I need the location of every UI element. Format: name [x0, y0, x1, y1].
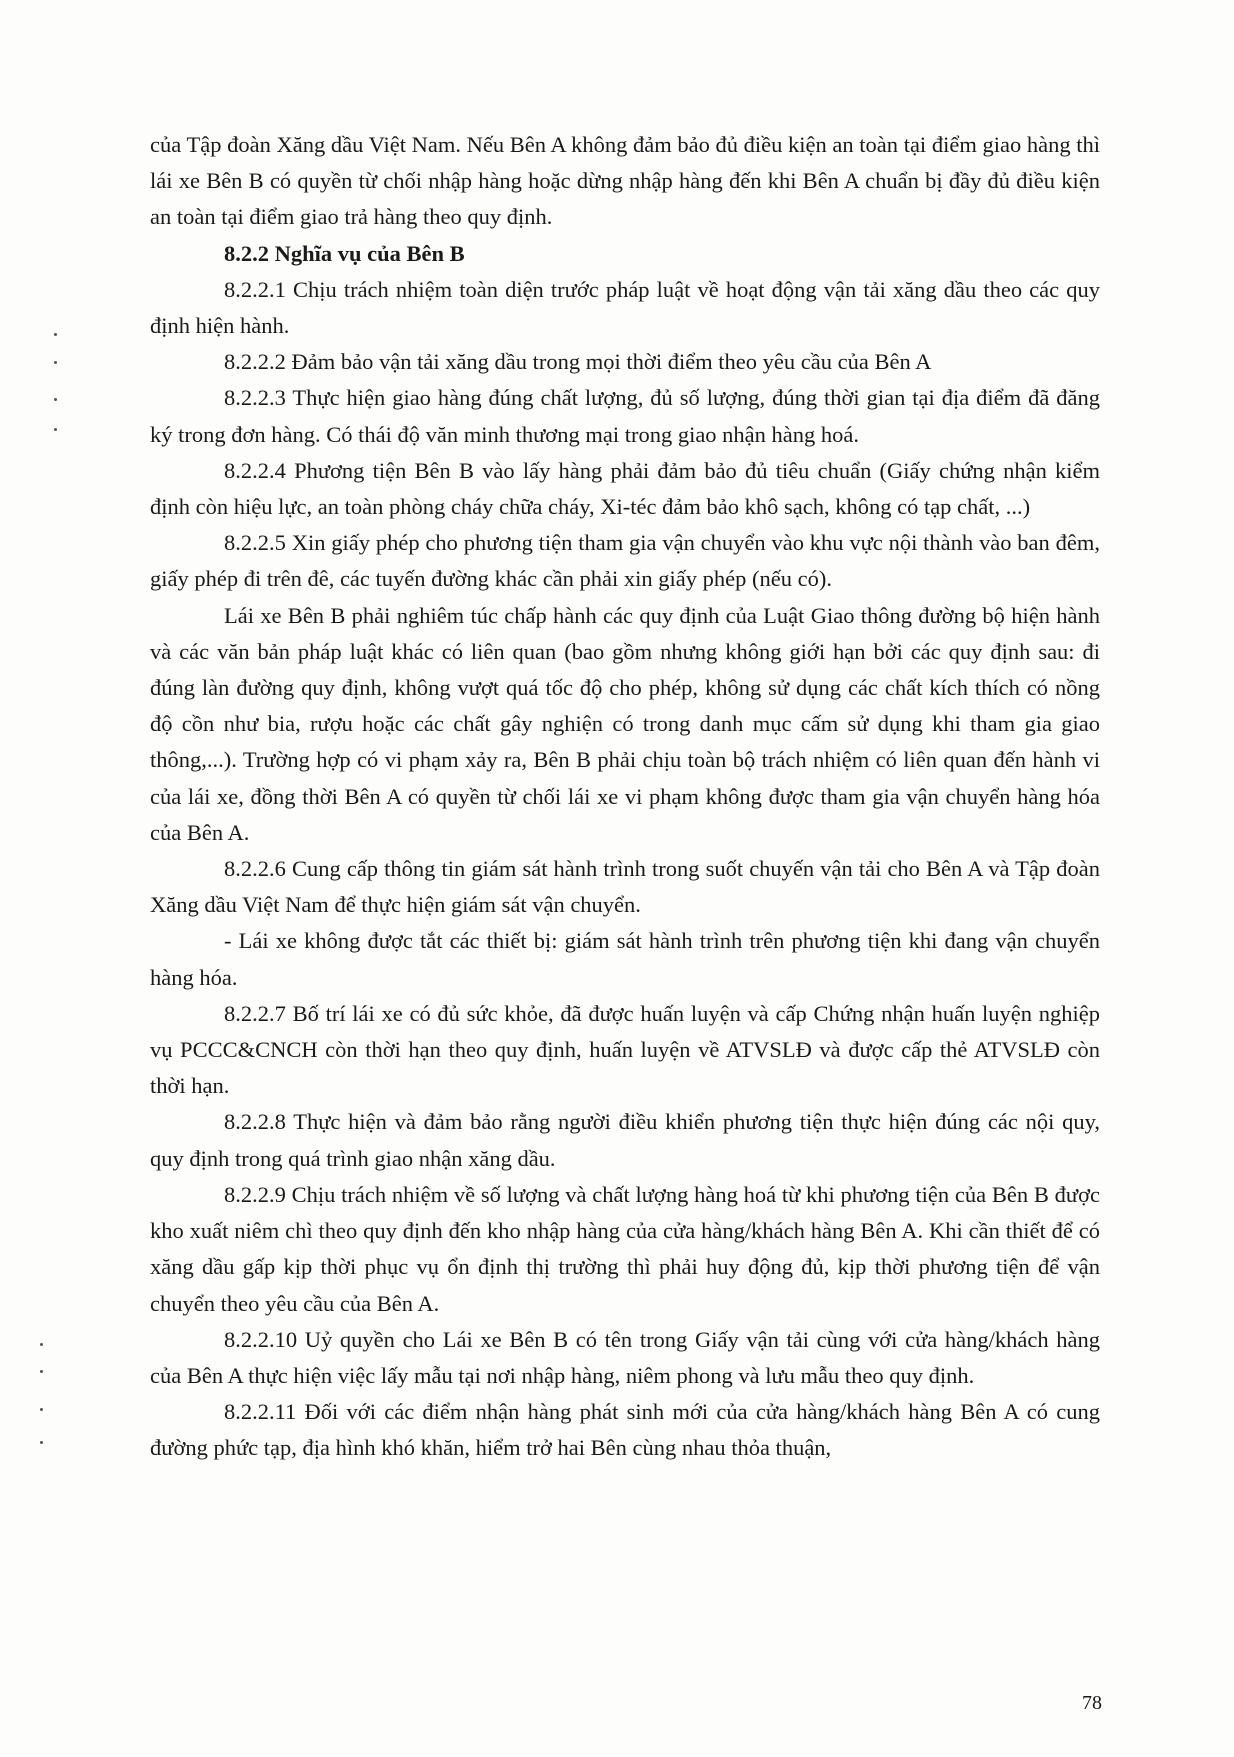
paragraph-8-2-2-8: 8.2.2.8 Thực hiện và đảm bảo rằng người điều khiển phương tiện thực hiện đúng các nội quy, quy định trong quá trình giao nhận xăng dầu.: [150, 1109, 1100, 1171]
paragraph-driver-rules: Lái xe Bên B phải nghiêm túc chấp hành các quy định của Luật Giao thông đường bộ hiện hành và các văn bản pháp luật khác có liên quan (bao gồm nhưng không giới hạn bởi các quy định sau: đi đúng làn đường quy định, không vượt quá tốc độ cho phép, không sử dụng các chất kích thích có nồng độ cồn như bia, rượu hoặc các chất gây nghiện có trong danh mục cấm sử dụng khi tham gia giao thông,...). Trường hợp có vi phạm xảy ra, Bên B phải chịu toàn bộ trách nhiệm có liên quan đến hành vi của lái xe, đồng thời Bên A có quyền từ chối lái xe vi phạm không được tham gia vận chuyển hàng hóa của Bên A.: [150, 602, 1100, 845]
section-heading-8-2-2: 8.2.2 Nghĩa vụ của Bên B: [224, 240, 465, 266]
page-number: 78: [1082, 1692, 1102, 1714]
paragraph-8-2-2-2: 8.2.2.2 Đảm bảo vận tải xăng dầu trong mọi thời điểm theo yêu cầu của Bên A: [224, 349, 932, 375]
scan-dot: [54, 428, 57, 431]
paragraph-8-2-2-5: 8.2.2.5 Xin giấy phép cho phương tiện tham gia vận chuyển vào khu vực nội thành vào ban đêm, giấy phép đi trên đê, các tuyến đường khác cần phải xin giấy phép (nếu có).: [150, 530, 1100, 592]
paragraph-tracking-devices: - Lái xe không được tắt các thiết bị: giám sát hành trình trên phương tiện khi đang vận chuyển hàng hóa.: [150, 928, 1100, 990]
paragraph-8-2-2-4: 8.2.2.4 Phương tiện Bên B vào lấy hàng phải đảm bảo đủ tiêu chuẩn (Giấy chứng nhận kiểm định còn hiệu lực, an toàn phòng cháy chữa cháy, Xi-téc đảm bảo khô sạch, không có tạp chất, ...): [150, 457, 1100, 520]
paragraph-8-2-2-1: 8.2.2.1 Chịu trách nhiệm toàn diện trước pháp luật về hoạt động vận tải xăng dầu theo các quy định hiện hành.: [150, 276, 1100, 339]
paragraph-8-2-2-3: 8.2.2.3 Thực hiện giao hàng đúng chất lượng, đủ số lượng, đúng thời gian tại địa điểm đã đăng ký trong đơn hàng. Có thái độ văn minh thương mại trong giao nhận hàng hoá.: [150, 385, 1100, 447]
paragraph-intro: của Tập đoàn Xăng dầu Việt Nam. Nếu Bên A không đảm bảo đủ điều kiện an toàn tại điểm giao hàng thì lái xe Bên B có quyền từ chối nhập hàng hoặc dừng nhập hàng đến khi Bên A chuẩn bị đầy đủ điều kiện an toàn tại điểm giao trả hàng theo quy định.: [150, 132, 1100, 230]
scan-dot: [40, 1370, 43, 1373]
scan-dot: [40, 1343, 43, 1346]
document-body: [150, 127, 1100, 1467]
scan-dot: [40, 1441, 43, 1444]
scan-dot: [54, 333, 57, 336]
paragraph-8-2-2-10: 8.2.2.10 Uỷ quyền cho Lái xe Bên B có tên trong Giấy vận tải cùng với cửa hàng/khách hàng của Bên A thực hiện việc lấy mẫu tại nơi nhập hàng, niêm phong và lưu mẫu theo quy định.: [150, 1326, 1100, 1388]
paragraph-8-2-2-11: 8.2.2.11 Đối với các điểm nhận hàng phát sinh mới của cửa hàng/khách hàng Bên A có cung đường phức tạp, địa hình khó khăn, hiểm trở hai Bên cùng nhau thỏa thuận,: [150, 1399, 1100, 1461]
paragraph-8-2-2-6: 8.2.2.6 Cung cấp thông tin giám sát hành trình trong suốt chuyến vận tải cho Bên A và Tập đoàn Xăng dầu Việt Nam để thực hiện giám sát vận chuyển.: [150, 856, 1100, 918]
scan-dot: [40, 1408, 43, 1411]
paragraph-8-2-2-7: 8.2.2.7 Bố trí lái xe có đủ sức khỏe, đã được huấn luyện và cấp Chứng nhận huấn luyện nghiệp vụ PCCC&CNCH còn thời hạn theo quy định, huấn luyện về ATVSLĐ và được cấp thẻ ATVSLĐ còn thời hạn.: [150, 1000, 1100, 1099]
paragraph-8-2-2-9: 8.2.2.9 Chịu trách nhiệm về số lượng và chất lượng hàng hoá từ khi phương tiện của Bên B được kho xuất niêm chì theo quy định đến kho nhập hàng của cửa hàng/khách hàng Bên A. Khi cần thiết để có xăng dầu gấp kịp thời phục vụ ổn định thị trường thì phải huy động đủ, kịp thời phương tiện để vận chuyển theo yêu cầu của Bên A.: [150, 1181, 1100, 1316]
scan-dot: [54, 398, 57, 401]
scan-dot: [54, 361, 57, 364]
